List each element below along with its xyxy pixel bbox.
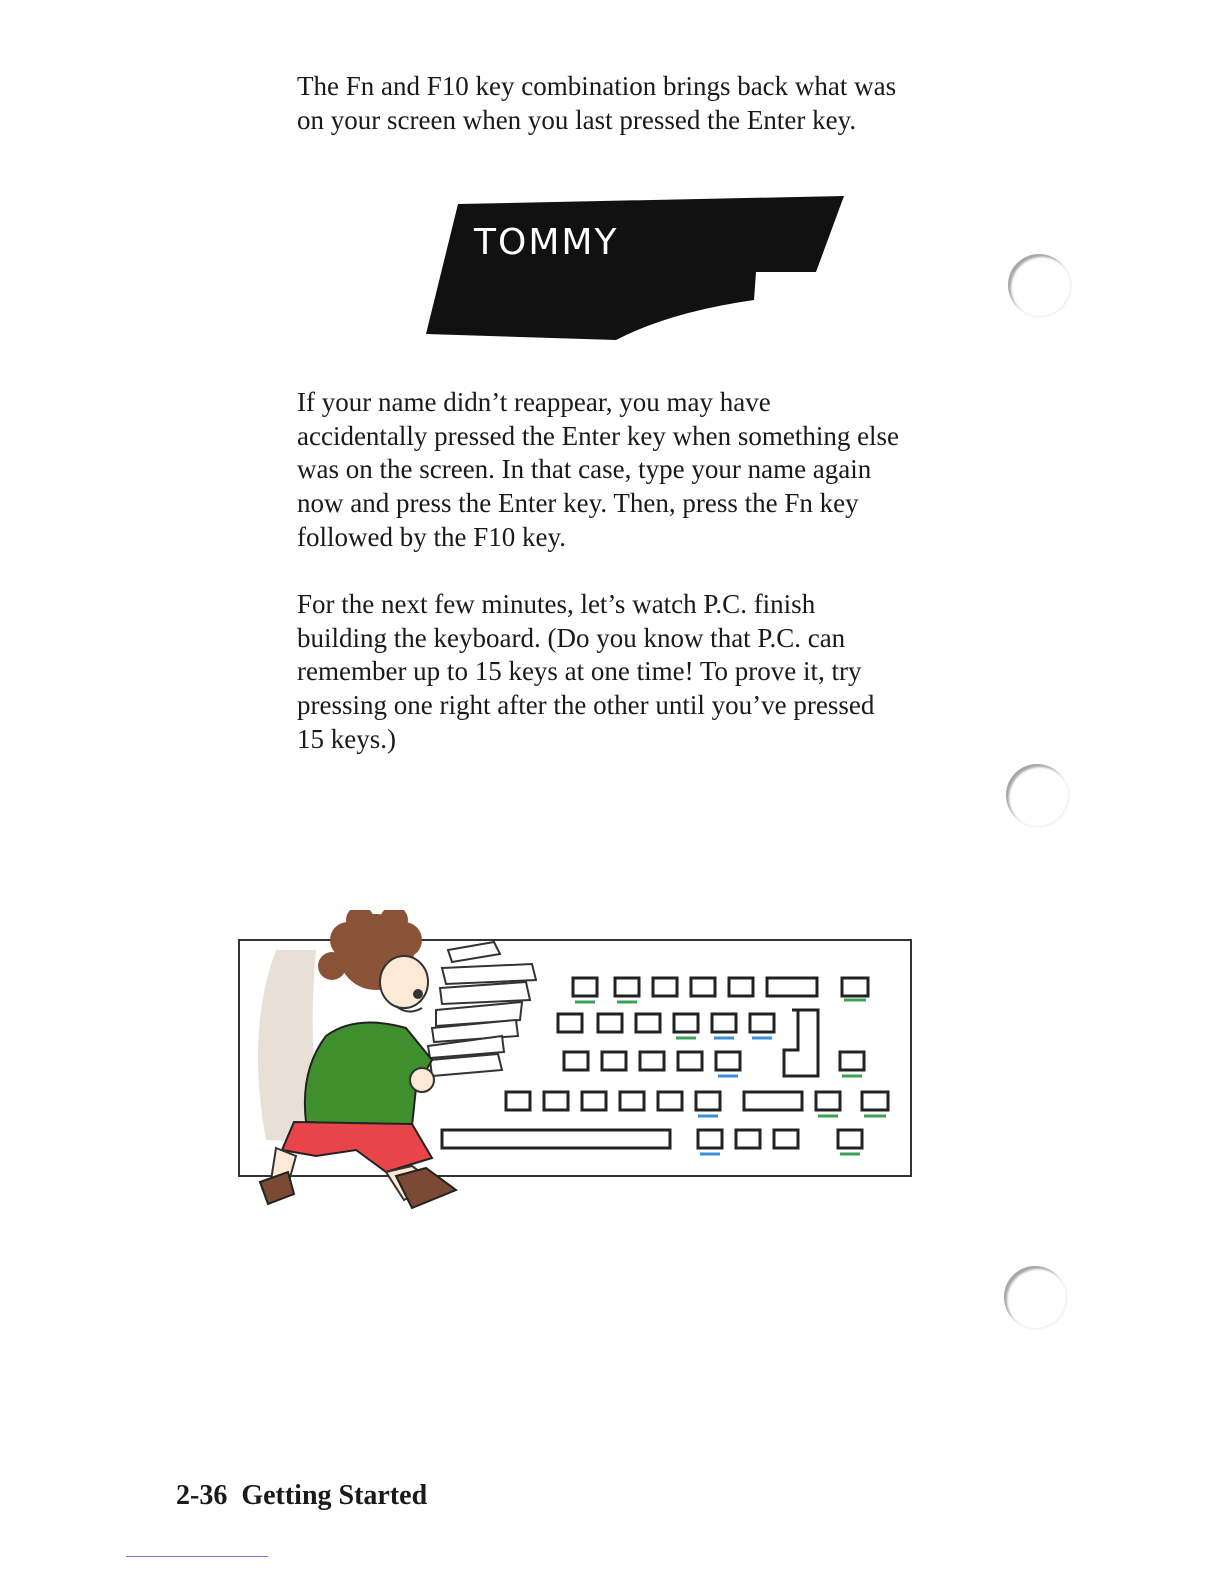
instructions-paragraph: If your name didn’t reappear, you may have accidentally pressed the Enter key when something else was on the screen. In that case, type your name again now and press the Enter key. Then, press the Fn key followed by the F10 key.: [297, 387, 900, 552]
footer-rule: [126, 1556, 268, 1557]
keys-memory-paragraph: For the next few minutes, let’s watch P.C. finish building the keyboard. (Do you know that P.C. can remember up to 15 keys at one time! To prove it, try pressing one right after the other until you’ve pressed 15 keys.): [297, 589, 875, 754]
binder-hole-top: [1008, 254, 1070, 316]
screen-name-text: TOMMY: [474, 222, 619, 263]
keyboard-illustration: [236, 910, 916, 1210]
binder-hole-middle: [1006, 764, 1068, 826]
page-footer: [176, 1480, 427, 1512]
screen-shape: [420, 188, 850, 348]
page-number: 2-36: [176, 1480, 228, 1511]
intro-paragraph: The Fn and F10 key combination brings back what was on your screen when you last pressed the Enter key.: [297, 71, 897, 135]
pc-character-icon: [236, 910, 916, 1210]
binder-hole-bottom: [1004, 1266, 1066, 1328]
section-title: Getting Started: [241, 1480, 428, 1511]
screen-example: [420, 188, 850, 348]
